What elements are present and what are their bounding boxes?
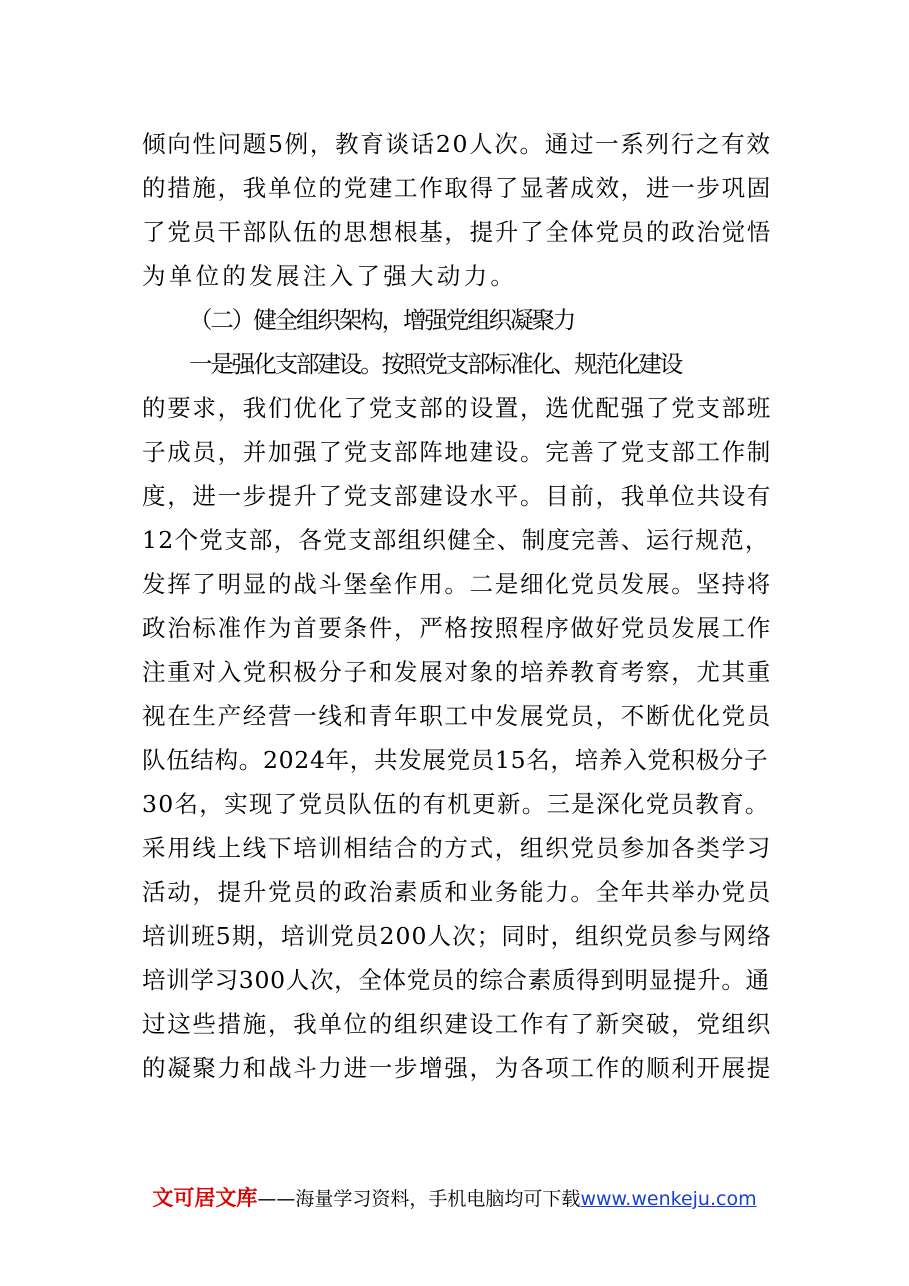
text-line: 活动，提升党员的政治素质和业务能力。全年共举办党员: [142, 878, 772, 906]
text-line: 发挥了明显的战斗堡垒作用。二是细化党员发展。坚持将: [142, 570, 772, 598]
text-line: 30名，实现了党员队伍的有机更新。三是深化党员教育。: [142, 790, 770, 818]
text-line: 政治标准作为首要条件，严格按照程序做好党员发展工作: [142, 614, 772, 642]
text-line: 为单位的发展注入了强大动力。: [142, 262, 518, 290]
text-line: 过这些措施，我单位的组织建设工作有了新突破，党组织: [142, 1010, 772, 1038]
text-line: 的要求，我们优化了党支部的设置，选优配强了党支部班: [142, 394, 772, 422]
text-line: 培训班5期，培训党员200人次；同时，组织党员参与网络: [142, 922, 773, 950]
footer-link[interactable]: www.wenkeju.com: [580, 1188, 757, 1210]
text-line: 子成员，并加强了党支部阵地建设。完善了党支部工作制: [142, 438, 772, 466]
text-line: 了党员干部队伍的思想根基，提升了全体党员的政治觉悟: [142, 218, 772, 246]
footer-brand: 文可居文库: [152, 1186, 258, 1210]
text-line: 的凝聚力和战斗力进一步增强，为各项工作的顺利开展提: [142, 1054, 772, 1082]
text-line: 视在生产经营一线和青年职工中发展党员，不断优化党员: [142, 702, 772, 730]
footer-banner: [0, 1182, 909, 1212]
text-line: 培训学习300人次，全体党员的综合素质得到明显提升。通: [142, 966, 770, 994]
text-line: 12个党支部，各党支部组织健全、制度完善、运行规范，: [142, 526, 770, 554]
text-line: 一是强化支部建设。按照党支部标准化、规范化建设: [189, 350, 682, 378]
text-line: 的措施，我单位的党建工作取得了显著成效，进一步巩固: [142, 174, 772, 202]
section-heading: （二）健全组织架构，增强党组织凝聚力: [189, 306, 575, 334]
text-line: 度，进一步提升了党支部建设水平。目前，我单位共设有: [142, 482, 772, 510]
text-line: 注重对入党积极分子和发展对象的培养教育考察，尤其重: [142, 658, 772, 686]
text-line: 倾向性问题5例，教育谈话20人次。通过一系列行之有效: [142, 130, 772, 158]
text-line: 队伍结构。2024年，共发展党员15名，培养入党积极分子: [142, 746, 769, 774]
text-line: 采用线上线下培训相结合的方式，组织党员参加各类学习: [142, 834, 772, 862]
footer-slogan: ——海量学习资料，手机电脑均可下载: [257, 1188, 581, 1210]
